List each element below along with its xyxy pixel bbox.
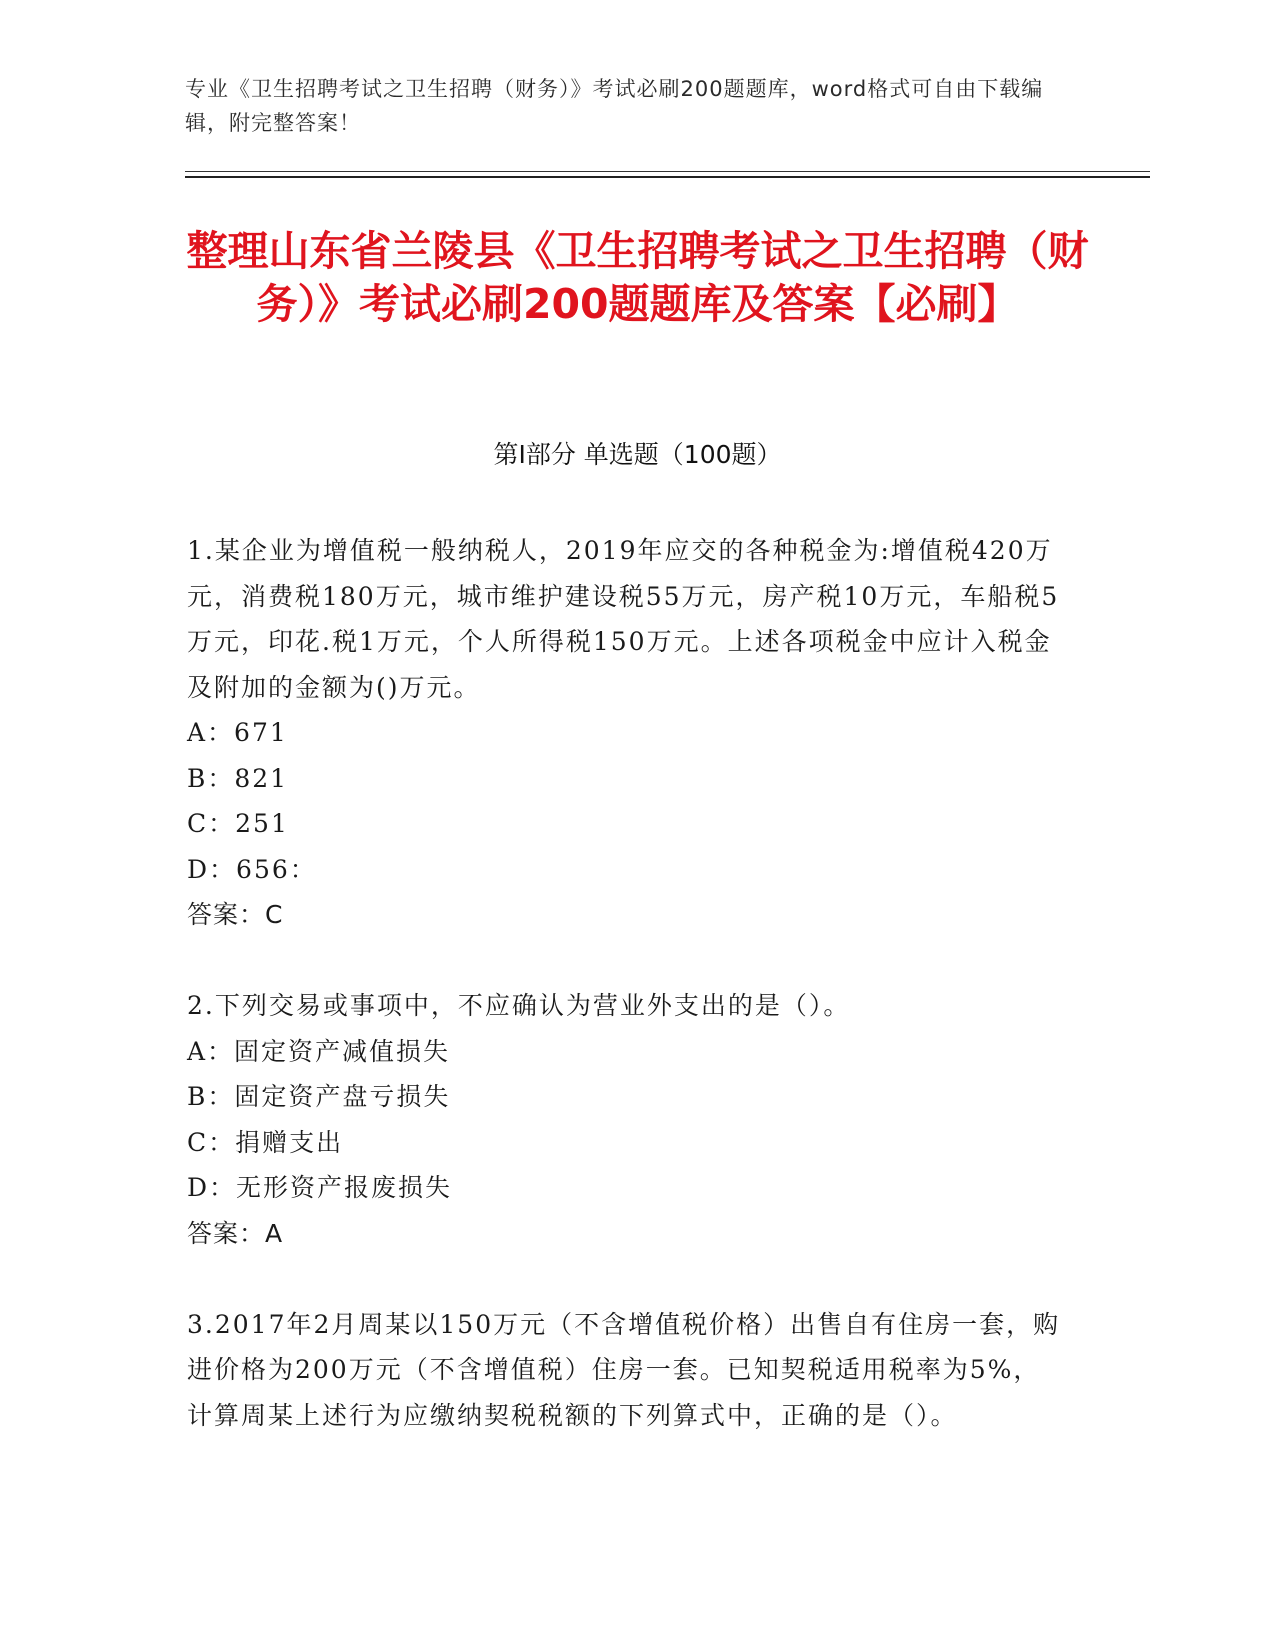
- question-list: [187, 528, 1067, 1438]
- header-note: 专业《卫生招聘考试之卫生招聘（财务）》考试必刷200题题库，word格式可自由下载编辑，附完整答案！: [185, 77, 1044, 135]
- question-1: [187, 528, 1067, 938]
- question-spacer: [187, 938, 1067, 984]
- question-stem: 1.某企业为增值税一般纳税人，2019年应交的各种税金为:增值税420万元，消费税180万元，城市维护建设税55万元，房产税10万元，车船税5万元，印花.税1万元，个人所得税150万元。上述各项税金中应计入税金及附加的金额为()万元。: [187, 536, 1060, 702]
- question-stem: 3.2017年2月周某以150万元（不含增值税价格）出售自有住房一套，购进价格为200万元（不含增值税）住房一套。已知契税适用税率为5%，计算周某上述行为应缴纳契税税额的下列算式中，正确的是（）。: [187, 1309, 1061, 1430]
- option-b: B：固定资产盘亏损失: [187, 1082, 451, 1111]
- option-a: A：671: [187, 718, 288, 747]
- answer: 答案：A: [187, 1218, 284, 1248]
- header-rule-thick: [185, 176, 1150, 178]
- header-rule-thin: [185, 171, 1150, 172]
- section-title: 第I部分 单选题（100题）: [493, 440, 782, 469]
- option-c: C：捐赠支出: [187, 1127, 344, 1157]
- option-c: C：251: [187, 809, 289, 838]
- document-title: 整理山东省兰陵县《卫生招聘考试之卫生招聘（财务）》考试必刷200题题库及答案【必刷】: [186, 227, 1089, 328]
- question-2: [187, 983, 1067, 1256]
- answer: 答案：C: [187, 900, 284, 929]
- option-d: D：无形资产报废损失: [187, 1173, 453, 1202]
- option-d: D：656：: [187, 854, 317, 884]
- question-3: [187, 1302, 1067, 1439]
- option-b: B：821: [187, 763, 289, 793]
- question-spacer: [187, 1256, 1067, 1302]
- question-stem: 2.下列交易或事项中，不应确认为营业外支出的是（）。: [187, 991, 851, 1020]
- option-a: A：固定资产减值损失: [187, 1036, 451, 1066]
